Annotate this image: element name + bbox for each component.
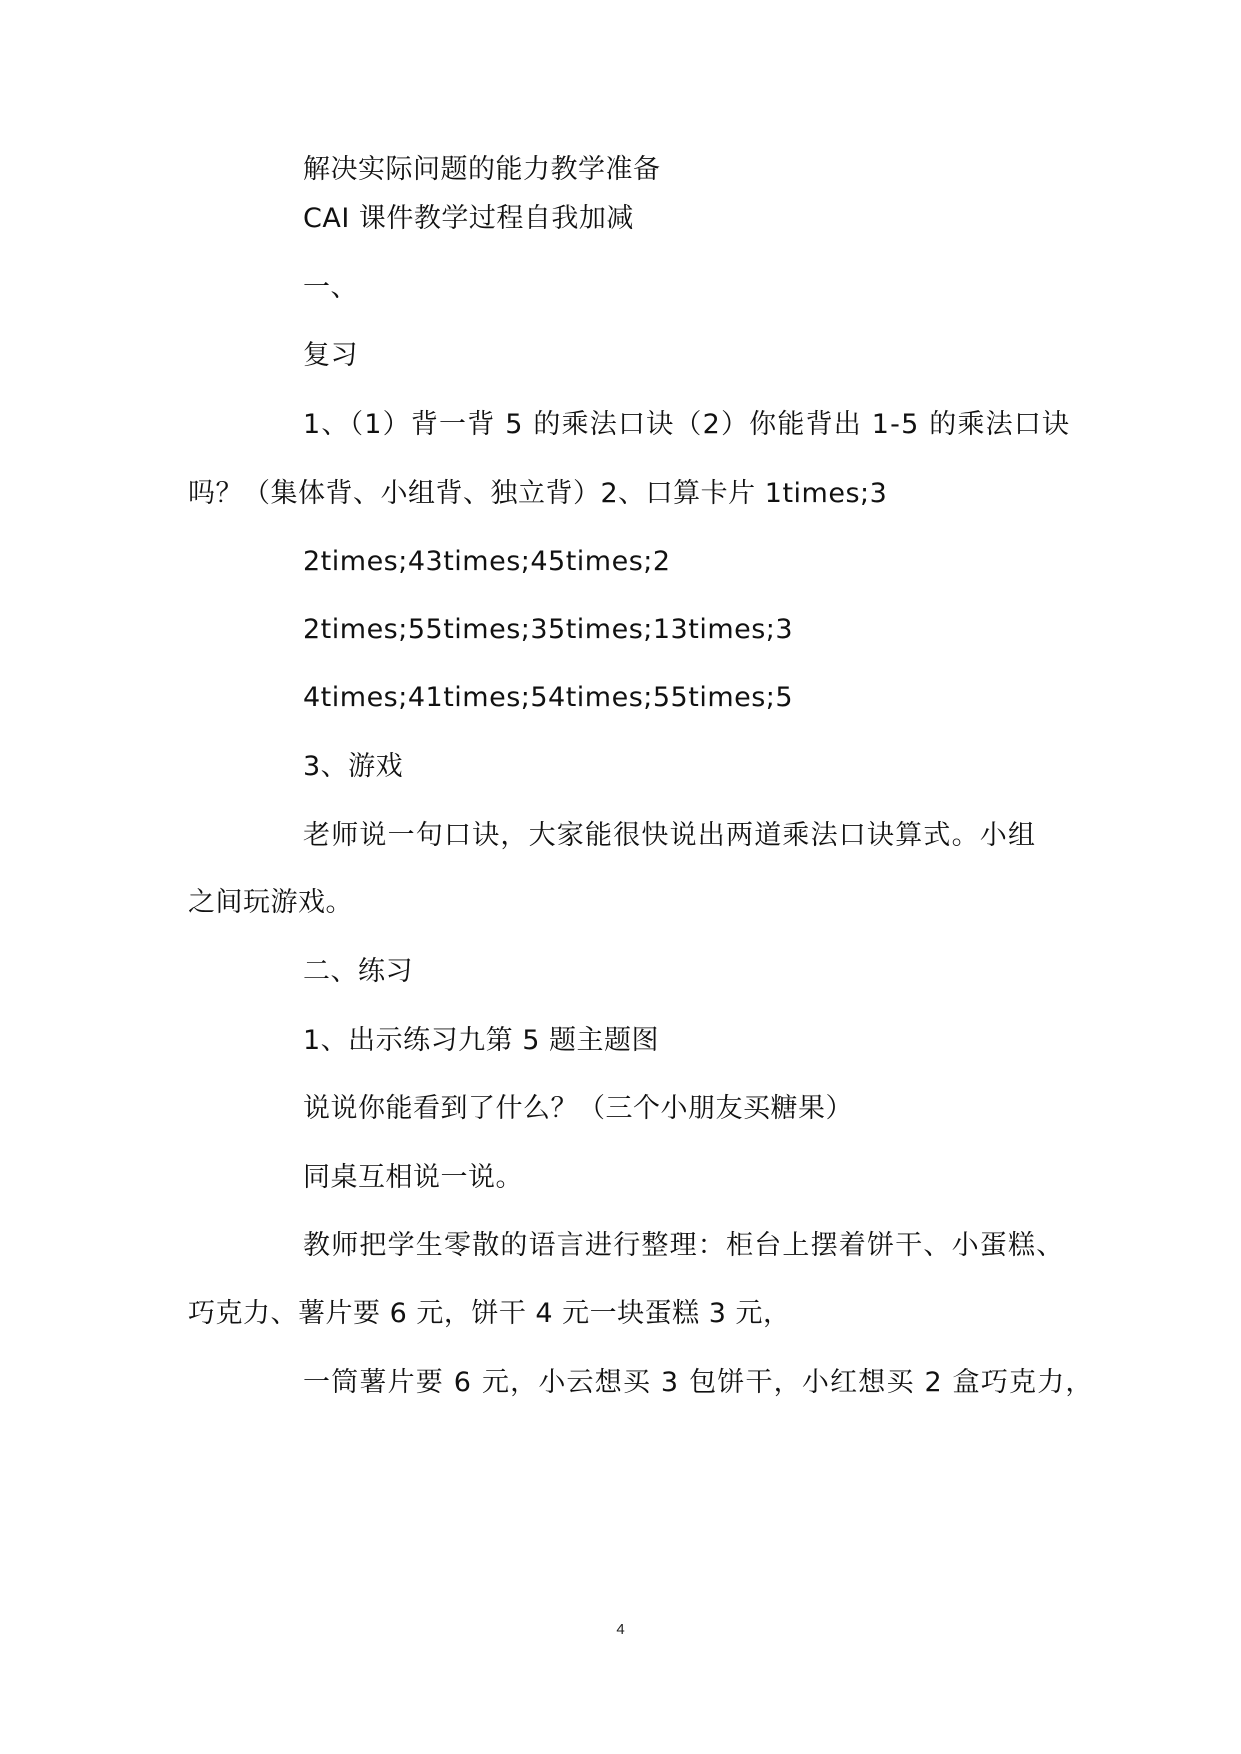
text-line-game-desc: 老师说一句口诀，大家能很快说出两道乘法口诀算式。小组 [303,820,1037,851]
text-line-teaching-prep: 解决实际问题的能力教学准备 [303,154,661,185]
section-heading-one: 一、 [303,272,358,303]
text-line-game-desc-cont: 之间玩游戏。 [188,887,353,918]
text-line-deskmate: 同桌互相说一说。 [303,1162,523,1193]
text-line-practice-item-1: 1、出示练习九第 5 题主题图 [303,1025,660,1056]
text-line-purchase-desc: 一筒薯片要 6 元，小云想买 3 包饼干，小红想买 2 盒巧克力， [303,1367,1094,1398]
text-line-review: 复习 [303,340,358,371]
text-line-question: 说说你能看到了什么？（三个小朋友买糖果） [303,1093,853,1124]
text-line-card-row-1: 2times;43times;45times;2 [303,546,671,577]
text-line-review-item-1-cont: 吗？（集体背、小组背、独立背）2、口算卡片 1times;3 [188,478,888,509]
page-number: 4 [616,1621,625,1638]
text-line-review-item-1: 1、（1）背一背 5 的乘法口诀（2）你能背出 1-5 的乘法口诀 [303,409,1071,440]
text-line-game: 3、游戏 [303,751,404,782]
text-line-teacher-summary-cont: 巧克力、薯片要 6 元，饼干 4 元一块蛋糕 3 元， [188,1298,791,1329]
text-line-teacher-summary: 教师把学生零散的语言进行整理：柜台上摆着饼干、小蛋糕、 [303,1230,1065,1261]
section-heading-practice: 二、练习 [303,956,413,987]
text-line-card-row-2: 2times;55times;35times;13times;3 [303,614,794,645]
text-line-cai-courseware: CAI 课件教学过程自我加减 [303,203,634,234]
text-line-card-row-3: 4times;41times;54times;55times;5 [303,682,794,713]
